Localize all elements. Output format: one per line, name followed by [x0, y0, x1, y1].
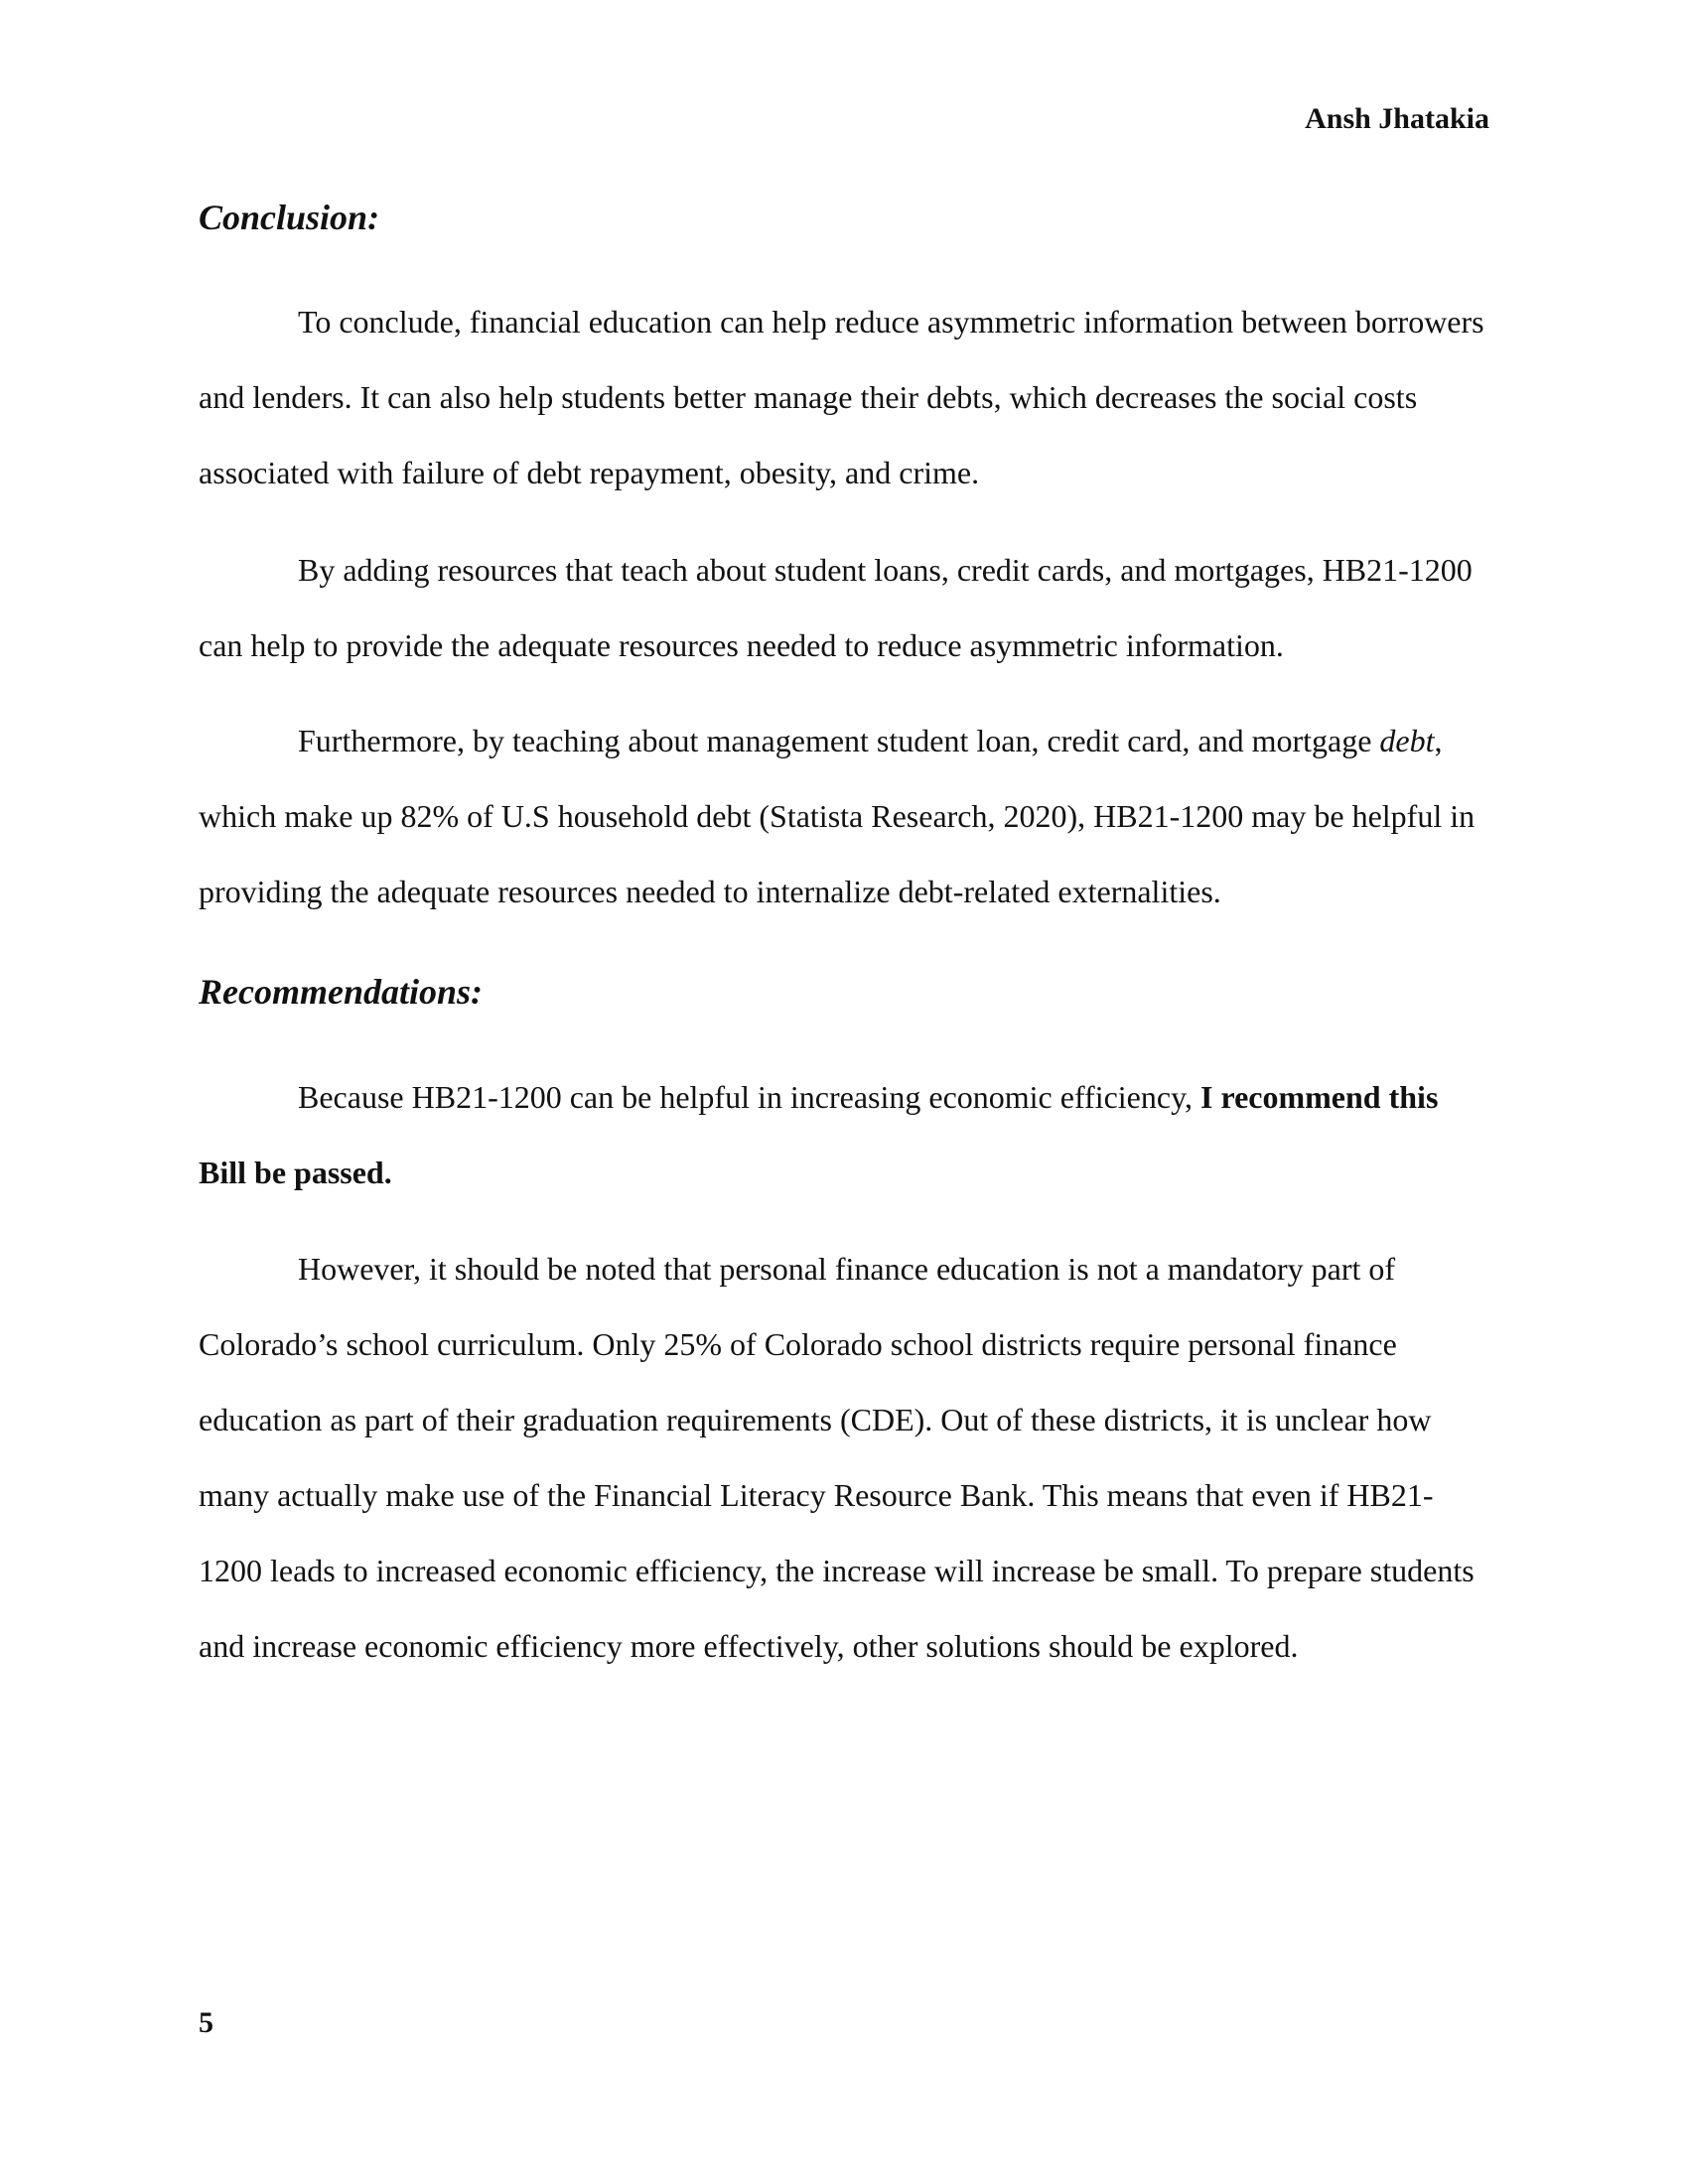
conclusion-paragraph-3 — [199, 703, 1489, 929]
conclusion-paragraph-3-start: Furthermore, by teaching about management student loan, credit card, and mortgage — [298, 723, 1380, 758]
author-name: Ansh Jhatakia — [1305, 102, 1489, 135]
conclusion-paragraph-2: By adding resources that teach about student loans, credit cards, and mortgages, HB21-1200 can help to provide the adequate resources needed to reduce asymmetric information. — [199, 552, 1473, 663]
recommendation-statement: I recommend this Bill be passed. — [199, 1079, 1439, 1190]
recommendations-paragraph-1 — [199, 1059, 1489, 1210]
conclusion-paragraph-3-end: , which make up 82% of U.S household debt (Statista Research, 2020), HB21-1200 may be helpful in providing the adequate resources needed to internalize debt-related externalities. — [199, 723, 1476, 909]
conclusion-paragraph-3-emphasis: debt — [1379, 723, 1435, 758]
page-number: 5 — [199, 2006, 213, 2039]
conclusion-paragraph-1: To conclude, financial education can help reduce asymmetric information between borrowers and lenders. It can also help students better manage their debts, which decreases the social costs associated with failure of debt repayment, obesity, and crime. — [199, 304, 1484, 490]
recommendations-paragraph-2: However, it should be noted that personal finance education is not a mandatory part of Colorado’s school curriculum. Only 25% of Colorado school districts require personal finance education as part of their graduation requirements (CDE). Out of these districts, it is unclear how many actually make use of the Financial Literacy Resource Bank. This means that even if HB21-1200 leads to increased economic efficiency, the increase will increase be small. To prepare students and increase economic efficiency more effectively, other solutions should be explored. — [199, 1251, 1475, 1664]
recommendations-heading: Recommendations: — [199, 972, 483, 1012]
conclusion-heading: Conclusion: — [199, 198, 380, 237]
recommendations-paragraph-1-start: Because HB21-1200 can be helpful in increasing economic efficiency, — [298, 1079, 1200, 1115]
